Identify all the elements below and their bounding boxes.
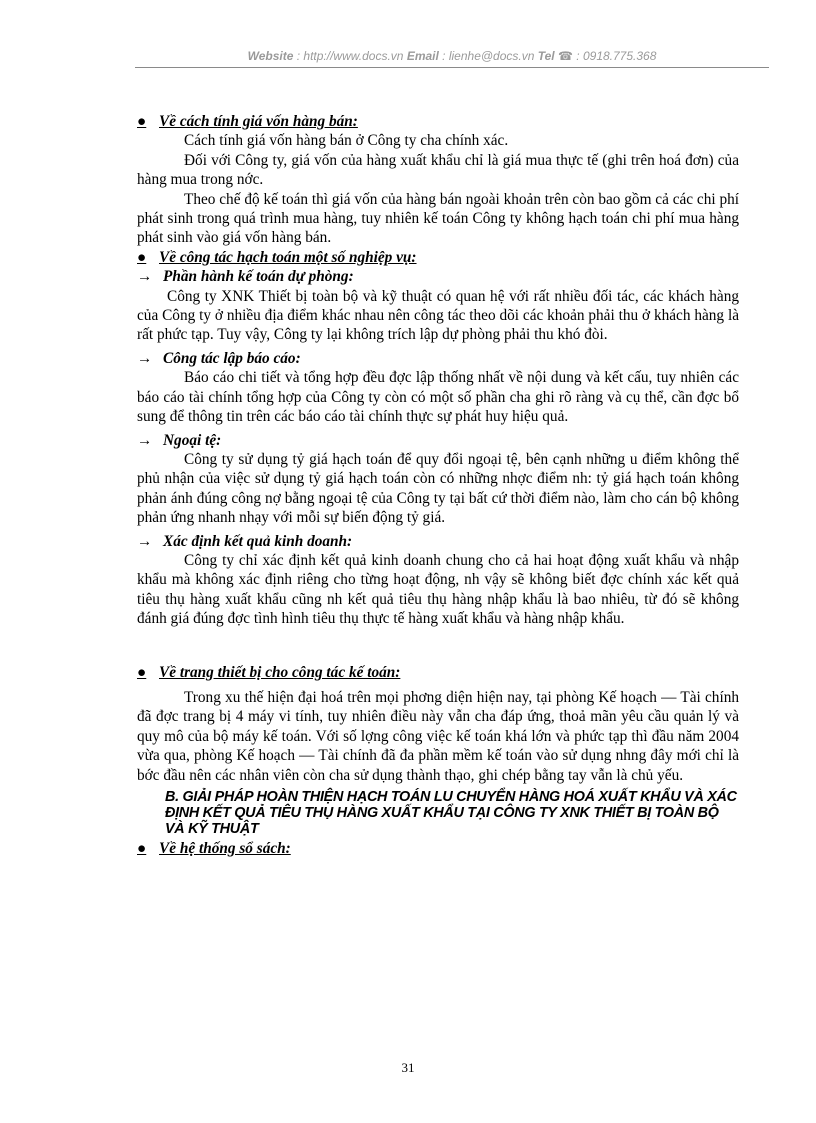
page-header: [135, 49, 769, 63]
paragraph: Công ty chỉ xác định kết quả kinh doanh chung cho cả hai hoạt động xuất khẩu và nhập khẩu mà không xác định riêng cho từng hoạt động, nh vậy sẽ không biết đợc chính xác kết quả tiêu thụ hàng xuất khẩu cũng nh kết quả tiêu thụ hàng nhập khẩu là bao nhiêu, từ đó sẽ không đánh giá đúng đợc tình hình tiêu thụ thực tế hàng xuất khẩu và hàng nhập khẩu.: [137, 551, 739, 628]
arrow-icon: →: [137, 532, 153, 550]
website-label: Website: [247, 49, 294, 63]
bomb-bullet-icon: ●: [137, 113, 147, 130]
email-label: Email: [406, 49, 439, 63]
subsection-title: → Xác định kết quả kinh doanh:: [137, 532, 353, 550]
phone-icon: ☎: [558, 49, 573, 63]
website-value: : http://www.docs.vn: [296, 49, 404, 63]
tel-value: : 0918.775.368: [576, 49, 657, 63]
paragraph: Công ty XNK Thiết bị toàn bộ và kỹ thuật có quan hệ với rất nhiều đối tác, các khách hàng của Công ty ở nhiều địa điểm khác nhau nên công tác theo dõi các khoản phải thu ở khách hàng là rất phức tạp. Tuy vậy, Công ty lại không trích lập dự phòng phải thu khó đòi.: [137, 287, 739, 344]
tel-label: Tel: [537, 49, 555, 63]
header-divider: [135, 67, 769, 68]
subsection-title: → Công tác lập báo cáo:: [137, 349, 301, 367]
chapter-heading: B. GIẢI PHÁP HOÀN THIỆN HẠCH TOÁN LU CHUYỂN HÀNG HOÁ XUẤT KHẨU VÀ XÁC ĐỊNH KẾT QUẢ TIÊU THỤ HÀNG XUẤT KHẨU TẠI CÔNG TY XNK THIẾT BỊ TOÀN BỘ VÀ KỸ THUẬT: [165, 789, 737, 837]
bomb-bullet-icon: ●: [137, 840, 147, 857]
bomb-bullet-icon: ●: [137, 248, 147, 266]
arrow-icon: →: [137, 268, 153, 286]
email-value: : lienhe@docs.vn: [442, 49, 535, 63]
arrow-icon: →: [137, 431, 153, 449]
paragraph: Báo cáo chi tiết và tổng hợp đều đợc lập thống nhất về nội dung và kết cấu, tuy nhiên các báo cáo tài chính tổng hợp của Công ty còn có một số phần cha ghi rõ ràng và cụ thể, cần đợc bổ sung để thông tin trên các báo cáo tài chính thực sự phát huy hiệu quả.: [137, 369, 739, 426]
document-body: [137, 112, 739, 858]
section-heading: ● Về cách tính giá vốn hàng bán:: [137, 113, 358, 130]
section-heading: ● Về hệ thống sổ sách:: [137, 840, 291, 857]
subsection-title: → Phần hành kế toán dự phòng:: [137, 268, 354, 286]
section-heading: ● Về trang thiết bị cho công tác kế toán:: [137, 663, 401, 681]
arrow-icon: →: [137, 349, 153, 367]
paragraph: Cách tính giá vốn hàng bán ở Công ty cha chính xác.: [184, 132, 509, 150]
paragraph: Công ty sử dụng tỷ giá hạch toán để quy đổi ngoại tệ, bên cạnh những u điểm không thể phủ nhận của việc sử dụng tỷ giá hạch toán còn có những nhợc điểm nh: tỷ giá hạch toán không phản ánh đúng công nợ bằng ngoại tệ của Công ty tại bất cứ thời điểm nào, làm cho cán bộ không phản ứng nhanh nhạy với mỗi sự biến động tỷ giá.: [137, 450, 739, 527]
bomb-bullet-icon: ●: [137, 663, 147, 681]
paragraph: Trong xu thế hiện đại hoá trên mọi phơng diện hiện nay, tại phòng Kế hoạch — Tài chính đã đợc trang bị 4 máy vi tính, tuy nhiên điều này vẫn cha đáp ứng, thoả mãn yêu cầu quản lý và quy mô của bộ máy kế toán. Với số lợng công việc kế toán khá lớn và phức tạp thì đầu năm 2004 vừa qua, phòng Kế hoạch — Tài chính đã đa phần mềm kế toán vào sử dụng nhng đây mới chỉ là bớc đầu nên các nhân viên còn cha sử dụng thành thạo, ghi chép bằng tay vẫn là chủ yếu.: [137, 688, 739, 784]
subsection-title: → Ngoại tệ:: [137, 431, 222, 449]
paragraph: Đối với Công ty, giá vốn của hàng xuất khẩu chỉ là giá mua thực tế (ghi trên hoá đơn) của hàng mua trong nớc.: [137, 151, 739, 189]
paragraph: Theo chế độ kế toán thì giá vốn của hàng bán ngoài khoản trên còn bao gồm cả các chi phí phát sinh trong quá trình mua hàng, tuy nhiên kế toán Công ty không hạch toán chi phí mua hàng phát sinh vào giá vốn hàng bán.: [137, 190, 739, 247]
page-number: 31: [401, 1060, 415, 1075]
section-heading: ● Về công tác hạch toán một số nghiệp vụ:: [137, 248, 417, 266]
